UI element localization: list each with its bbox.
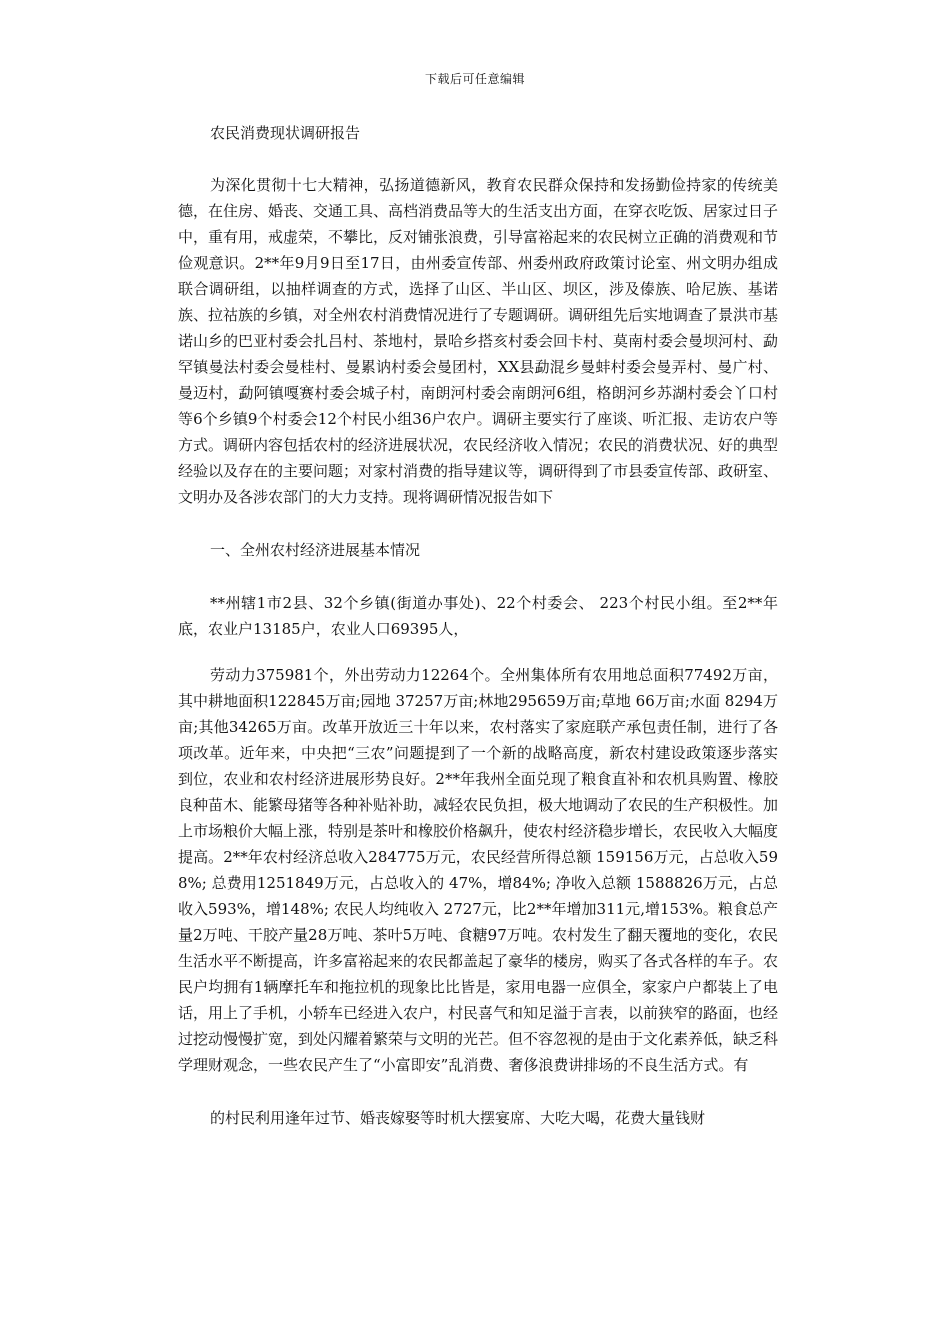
section-paragraph: **州辖1市2县、32个乡镇(街道办事处)、22个村委会、 223个村民小组。至2**年底，农业户13185户，农业人口69395人，: [178, 594, 778, 638]
intro-paragraph: 为深化贯彻十七大精神，弘扬道德新风，教育农民群众保持和发扬勤俭持家的传统美德，在住房、婚丧、交通工具、高档消费品等大的生活支出方面，在穿衣吃饭、居家过日子中，重有用，戒虚荣，不攀比，反对铺张浪费，引导富裕起来的农民树立正确的消费观和节俭观意识。2**年9月9日至17日，由州委宣传部、州委州政府政策讨论室、州文明办组成联合调研组，以抽样调查的方式，选择了山区、半山区、坝区，涉及傣族、哈尼族、基诺族、拉祜族的乡镇，对全州农村消费情况进行了专题调研。调研组先后实地调查了景洪市基诺山乡的巴亚村委会扎吕村、茶地村，景哈乡搭亥村委会回卡村、莫南村委会曼坝河村、勐罕镇曼法村委会曼桂村、曼累讷村委会曼团村，XX县勐混乡曼蚌村委会曼弄村、曼广村、曼迈村，勐阿镇嘎赛村委会城子村，南朗河村委会南朗河6组，格朗河乡苏湖村委会丫口村等6个乡镇9个村委会12个村民小组36户农户。调研主要实行了座谈、听汇报、走访农户等方式。调研内容包括农村的经济进展状况，农民经济收入情况；农民的消费状况、好的典型经验以及存在的主要问题；对家村消费的指导建议等，调研得到了市县委宣传部、政研室、文明办及各涉农部门的大力支持。现将调研情况报告如下: [178, 176, 779, 506]
download-note: 下载后可任意编辑: [424, 72, 525, 86]
document-title: 农民消费现状调研报告: [210, 124, 361, 142]
section-heading: 一、全州农村经济进展基本情况: [210, 541, 421, 559]
section-paragraph: 劳动力375981个，外出劳动力12264个。全州集体所有农用地总面积77492万亩，其中耕地面积122845万亩;园地 37257万亩;林地295659万亩;草地 66万亩;水面 8294万亩;其他34265万亩。改革开放近三十年以来，农村落实了家庭联产承包责任制，进行了各项改革。近年来，中央把“三农”问题提到了一个新的战略高度，新农村建设政策逐步落实到位，农业和农村经济进展形势良好。2**年我州全面兑现了粮食直补和农机具购置、橡胶良种苗木、能繁母猪等各种补贴补助，减轻农民负担，极大地调动了农民的生产积极性。加上市场粮价大幅上涨，特别是茶叶和橡胶价格飙升，使农村经济稳步增长，农民收入大幅度提高。2**年农村经济总收入284775万元，农民经营所得总额 159156万元，占总收入598%; 总费用1251849万元，占总收入的 47%，增84%; 净收入总额 1588826万元，占总收入593%，增148%; 农民人均纯收入 2727元，比2**年增加311元,增153%。粮食总产量2万吨、干胶产量28万吨、茶叶5万吨、食糖97万吨。农村发生了翻天覆地的变化，农民生活水平不断提高，许多富裕起来的农民都盖起了豪华的楼房，购买了各式各样的车子。农民户均拥有1辆摩托车和拖拉机的现象比比皆是，家用电器一应俱全，家家户户都装上了电话，用上了手机，小轿车已经进入农户，村民喜气和知足溢于言表，以前狭窄的路面，也经过挖动慢慢扩宽，到处闪耀着繁荣与文明的光芒。但不容忽视的是由于文化素养低，缺乏科学理财观念，一些农民产生了“小富即安”乱消费、奢侈浪费讲排场的不良生活方式。有: [178, 666, 779, 1074]
section-paragraph: 的村民利用逢年过节、婚丧嫁娶等时机大摆宴席、大吃大喝，花费大量钱财: [210, 1109, 706, 1127]
document-body: [178, 120, 778, 1158]
